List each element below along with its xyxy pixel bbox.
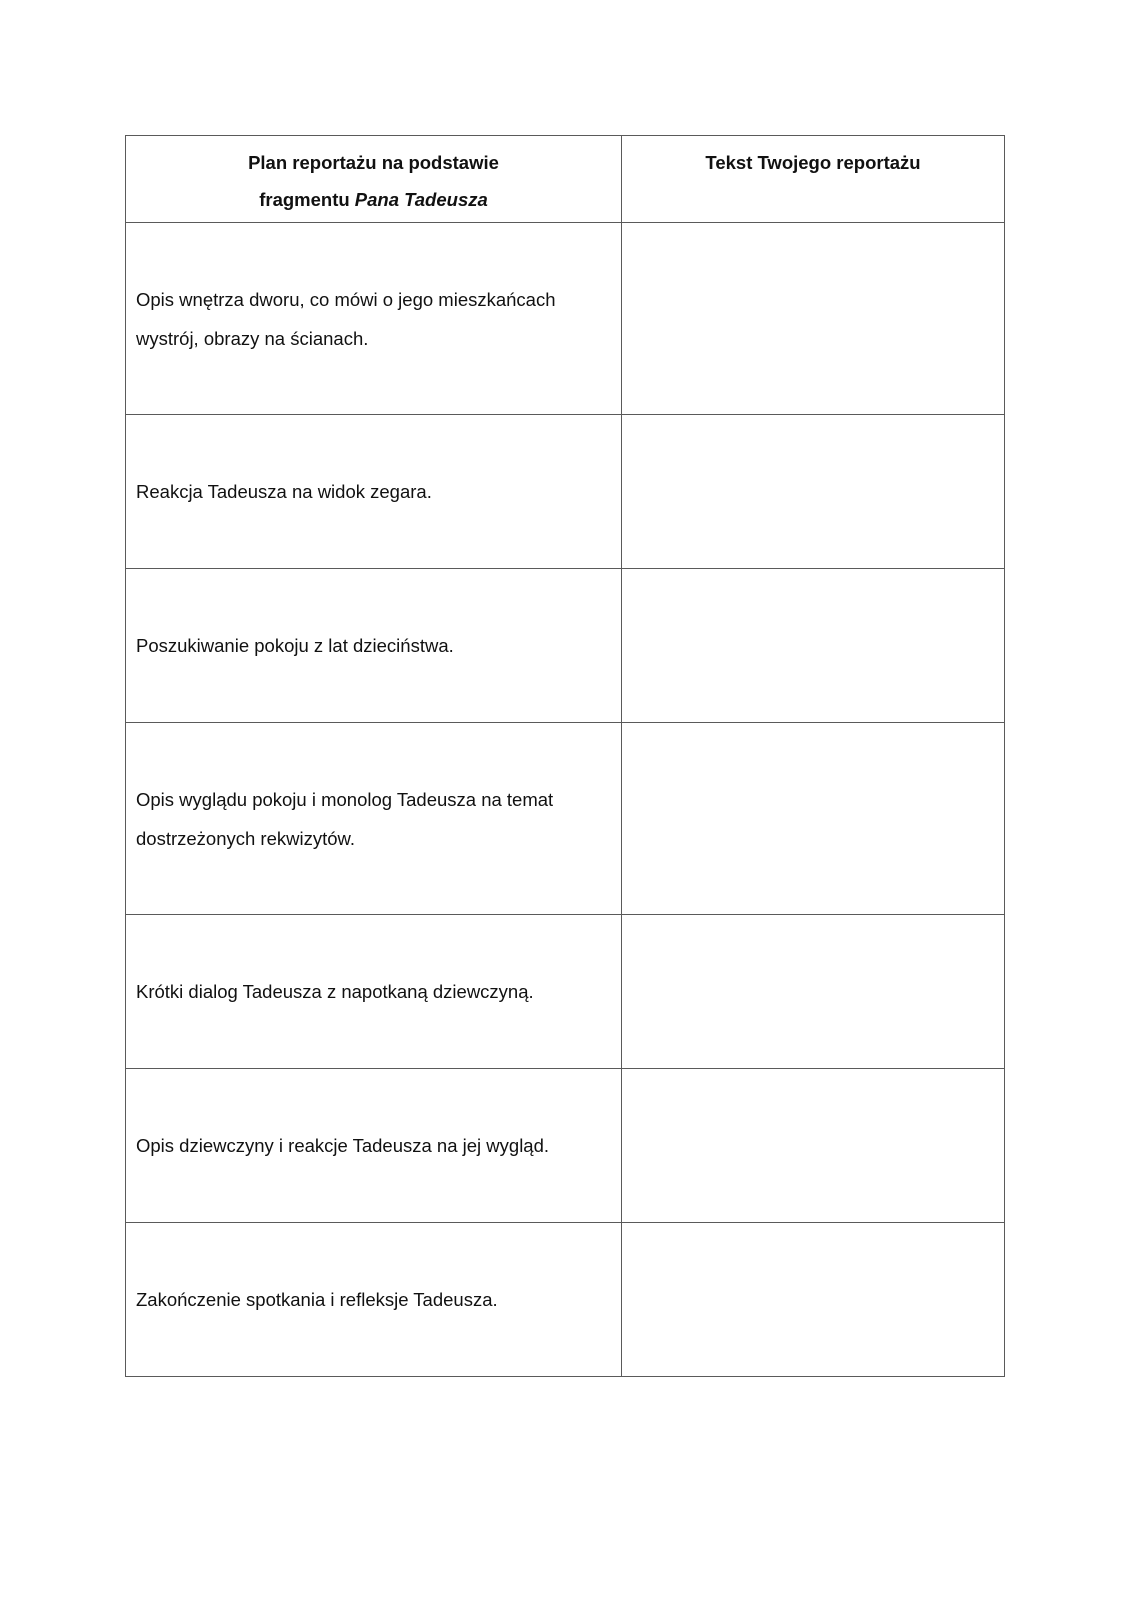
table-row	[126, 1223, 1005, 1377]
plan-item: Opis wyglądu pokoju i monolog Tadeusza na temat dostrzeżonych rekwizytów.	[126, 723, 622, 915]
answer-cell[interactable]	[622, 723, 1005, 915]
table-row	[126, 915, 1005, 1069]
answer-cell[interactable]	[622, 1223, 1005, 1377]
answer-cell[interactable]	[622, 569, 1005, 723]
table-row	[126, 569, 1005, 723]
plan-item: Poszukiwanie pokoju z lat dzieciństwa.	[126, 569, 622, 723]
answer-cell[interactable]	[622, 223, 1005, 415]
plan-item: Opis wnętrza dworu, co mówi o jego mieszkańcach wystrój, obrazy na ścianach.	[126, 223, 622, 415]
answer-cell[interactable]	[622, 415, 1005, 569]
plan-item: Reakcja Tadeusza na widok zegara.	[126, 415, 622, 569]
table-row	[126, 415, 1005, 569]
plan-column-header	[126, 136, 622, 223]
plan-item: Zakończenie spotkania i refleksje Tadeusza.	[126, 1223, 622, 1377]
plan-header-line2	[126, 181, 621, 218]
answer-cell[interactable]	[622, 915, 1005, 1069]
table-header-row	[126, 136, 1005, 223]
plan-header-line1: Plan reportażu na podstawie	[248, 152, 499, 173]
answer-header-title: Tekst Twojego reportażu	[705, 152, 921, 173]
report-plan-table	[125, 135, 1005, 1377]
plan-header-prefix: fragmentu	[259, 189, 355, 210]
table-row	[126, 223, 1005, 415]
answer-cell[interactable]	[622, 1069, 1005, 1223]
plan-item: Krótki dialog Tadeusza z napotkaną dziewczyną.	[126, 915, 622, 1069]
answer-column-header	[622, 136, 1005, 223]
table-row	[126, 1069, 1005, 1223]
table-row	[126, 723, 1005, 915]
plan-item: Opis dziewczyny i reakcje Tadeusza na jej wygląd.	[126, 1069, 622, 1223]
plan-header-book-title: Pana Tadeusza	[354, 189, 488, 210]
